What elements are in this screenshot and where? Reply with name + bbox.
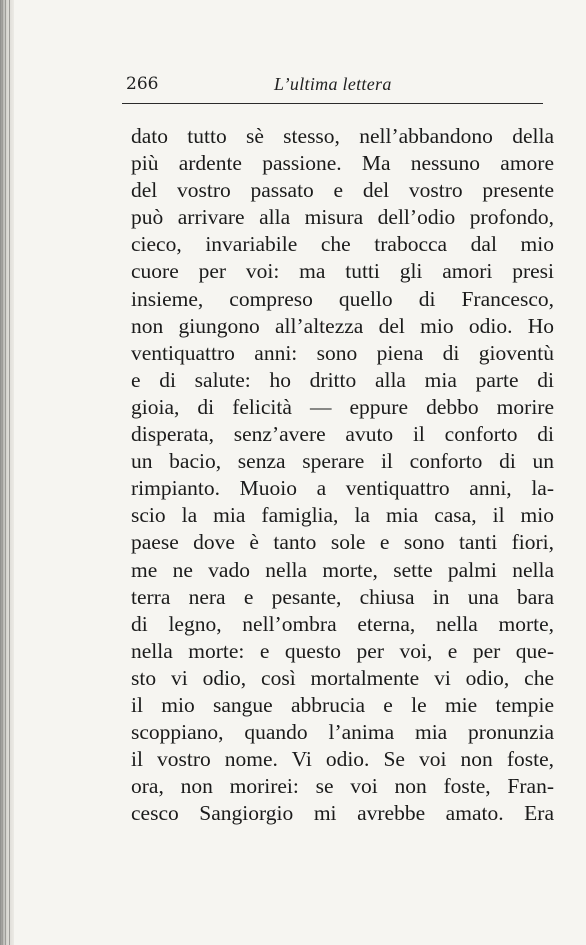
text-line: ora, non morirei: se voi non foste, Fran- (131, 774, 554, 799)
text-line: di legno, nell’ombra eterna, nella morte, (131, 611, 554, 636)
text-line: gioia, di felicità — eppure debbo morire (131, 394, 554, 419)
text-line: più ardente passione. Ma nessuno amore (131, 151, 554, 176)
book-gutter-shadow (0, 0, 14, 945)
gutter-line (5, 0, 6, 945)
text-line: disperata, senz’avere avuto il conforto di (131, 422, 554, 447)
text-line: nella morte: e questo per voi, e per que- (131, 638, 554, 663)
text-line: insieme, compreso quello di Francesco, (131, 286, 554, 311)
text-line: cuore per voi: ma tutti gli amori presi (131, 259, 554, 284)
text-line: rimpianto. Muoio a ventiquattro anni, la- (131, 476, 554, 501)
text-line: ventiquattro anni: sono piena di gioventù (131, 340, 554, 365)
text-line: dato tutto sè stesso, nell’abbandono della (131, 124, 554, 148)
text-line: me ne vado nella morte, sette palmi nella (131, 557, 554, 582)
text-line: scoppiano, quando l’anima mia pronunzia (131, 720, 554, 745)
text-line: e di salute: ho dritto alla mia parte di (131, 367, 554, 392)
text-line: può arrivare alla misura dell’odio profondo, (131, 205, 554, 230)
text-line: scio la mia famiglia, la mia casa, il mio (131, 503, 554, 528)
header-rule (122, 103, 543, 104)
page-number: 266 (126, 74, 159, 94)
text-line: del vostro passato e del vostro presente (131, 178, 554, 203)
gutter-line (2, 0, 3, 945)
gutter-line (9, 0, 10, 945)
page-header (121, 74, 543, 98)
text-line: cesco Sangiorgio mi avrebbe amato. Era (131, 801, 554, 826)
text-line: il vostro nome. Vi odio. Se voi non foste, (131, 747, 554, 772)
text-line: terra nera e pesante, chiusa in una bara (131, 584, 554, 609)
text-line: un bacio, senza sperare il conforto di un (131, 449, 554, 474)
text-line: non giungono all’altezza del mio odio. Ho (131, 313, 554, 338)
running-title: L’ultima lettera (274, 74, 392, 94)
text-line: cieco, invariabile che trabocca dal mio (131, 232, 554, 257)
text-line: il mio sangue abbrucia e le mie tempie (131, 692, 554, 717)
text-line: paese dove è tanto sole e sono tanti fiori, (131, 530, 554, 555)
body-text (131, 123, 554, 827)
text-line: sto vi odio, così mortalmente vi odio, che (131, 665, 554, 690)
